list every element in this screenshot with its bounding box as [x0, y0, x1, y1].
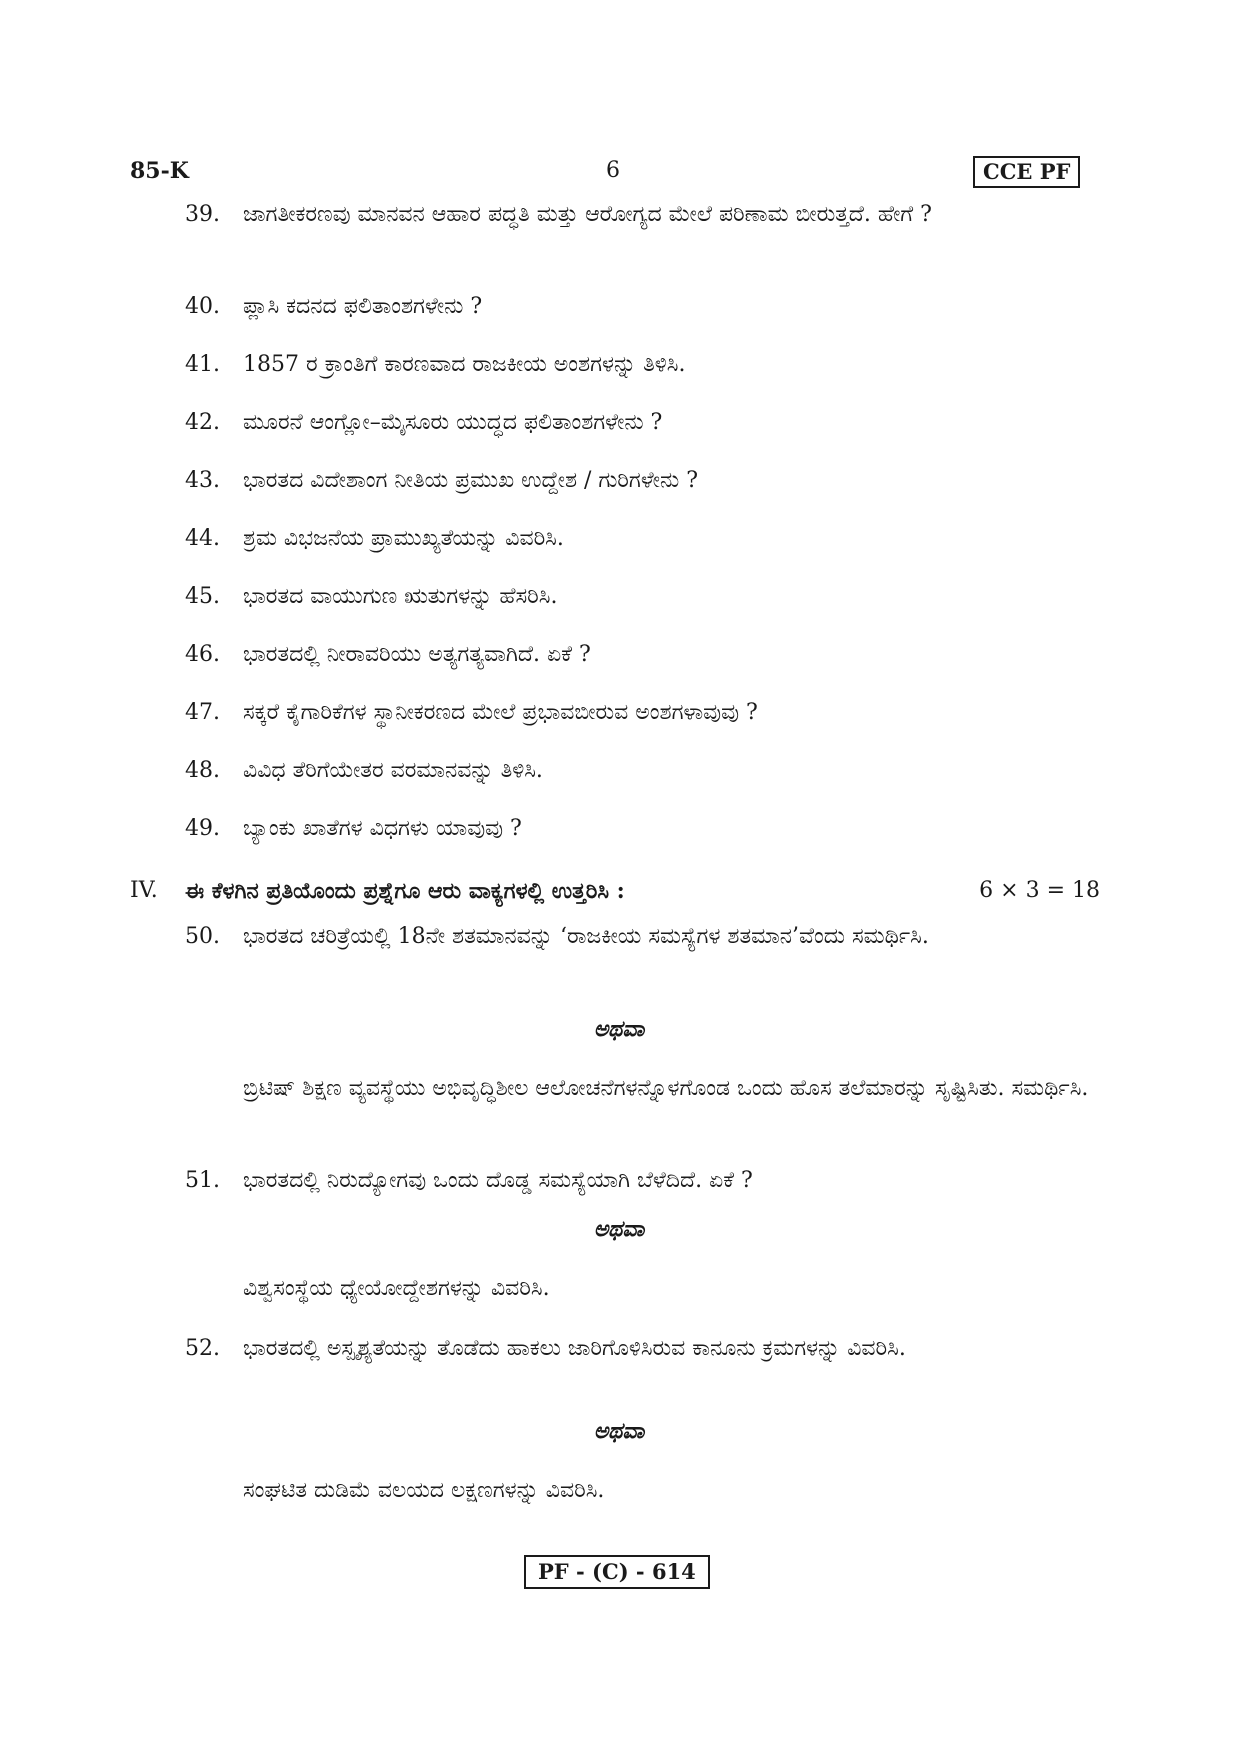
section-marks: 6 × 3 = 18: [979, 878, 1100, 903]
question-42: [185, 404, 1100, 442]
question-text: ಭಾರತದ ಚರಿತ್ರೆಯಲ್ಲಿ 18ನೇ ಶತಮಾನವನ್ನು ‘ರಾಜಕೀಯ ಸಮಸ್ಯೆಗಳ ಶತಮಾನ’ವೆಂದು ಸಮರ್ಥಿಸಿ.: [243, 924, 929, 949]
question-number: 43.: [185, 468, 220, 493]
question-number: 41.: [185, 352, 220, 377]
alternative-question-52: ಸಂಘಟಿತ ದುಡಿಮೆ ವಲಯದ ಲಕ್ಷಣಗಳನ್ನು ವಿವರಿಸಿ.: [243, 1478, 605, 1503]
or-label: ಅಥವಾ: [593, 1216, 645, 1242]
question-text: ವಿವಿಧ ತೆರಿಗೆಯೇತರ ವರಮಾನವನ್ನು ತಿಳಿಸಿ.: [243, 758, 543, 783]
question-text: ಮೂರನೆ ಆಂಗ್ಲೋ–ಮೈಸೂರು ಯುದ್ಧದ ಫಲಿತಾಂಶಗಳೇನು ?: [243, 410, 663, 435]
question-number: 52.: [185, 1336, 220, 1361]
page-number: 6: [606, 158, 620, 183]
question-number: 47.: [185, 700, 220, 725]
question-text: ಭಾರತದಲ್ಲಿ ನೀರಾವರಿಯು ಅತ್ಯಗತ್ಯವಾಗಿದೆ. ಏಕೆ ?: [243, 642, 591, 667]
question-text: ಭಾರತದ ವಾಯುಗುಣ ಋತುಗಳನ್ನು ಹೆಸರಿಸಿ.: [243, 584, 558, 609]
alternative-question-51: ವಿಶ್ವಸಂಸ್ಥೆಯ ಧ್ಯೇಯೋದ್ದೇಶಗಳನ್ನು ವಿವರಿಸಿ.: [243, 1276, 550, 1301]
question-40: [185, 288, 1100, 326]
question-number: 39.: [185, 202, 220, 227]
question-text: ಬ್ಯಾಂಕು ಖಾತೆಗಳ ವಿಧಗಳು ಯಾವುವು ?: [243, 816, 522, 841]
question-43: [185, 462, 1100, 500]
question-text: 1857 ರ ಕ್ರಾಂತಿಗೆ ಕಾರಣವಾದ ರಾಜಕೀಯ ಅಂಶಗಳನ್ನು ತಿಳಿಸಿ.: [243, 352, 686, 377]
question-number: 48.: [185, 758, 220, 783]
question-49: [185, 810, 1100, 848]
question-number: 45.: [185, 584, 220, 609]
question-45: [185, 578, 1100, 616]
question-number: 51.: [185, 1168, 220, 1193]
question-51: [185, 1162, 1100, 1200]
or-label: ಅಥವಾ: [593, 1016, 645, 1042]
question-text: ಪ್ಲಾಸಿ ಕದನದ ಫಲಿತಾಂಶಗಳೇನು ?: [243, 294, 483, 319]
subject-code: 85-K: [130, 158, 189, 184]
question-52: [185, 1330, 1100, 1368]
question-text: ಸಕ್ಕರೆ ಕೈಗಾರಿಕೆಗಳ ಸ್ಥಾನೀಕರಣದ ಮೇಲೆ ಪ್ರಭಾವಬೀರುವ ಅಂಶಗಳಾವುವು ?: [243, 700, 758, 725]
question-number: 44.: [185, 526, 220, 551]
question-text: ಭಾರತದ ವಿದೇಶಾಂಗ ನೀತಿಯ ಪ್ರಮುಖ ಉದ್ದೇಶ / ಗುರಿಗಳೇನು ?: [243, 468, 699, 493]
question-48: [185, 752, 1100, 790]
section-number: IV.: [130, 878, 158, 903]
alternative-question-50: ಬ್ರಿಟಿಷ್ ಶಿಕ್ಷಣ ವ್ಯವಸ್ಥೆಯು ಅಭಿವೃದ್ಧಿಶೀಲ ಆಲೋಚನೆಗಳನ್ನೊಳಗೊಂಡ ಒಂದು ಹೊಸ ತಲೆಮಾರನ್ನು ಸೃಷ್ಟಿಸಿತು. ಸಮರ್ಥಿಸಿ.: [243, 1076, 1089, 1101]
series-badge: CCE PF: [973, 156, 1080, 188]
question-number: 42.: [185, 410, 220, 435]
section-instruction: ಈ ಕೆಳಗಿನ ಪ್ರತಿಯೊಂದು ಪ್ರಶ್ನೆಗೂ ಆರು ವಾಕ್ಯಗಳಲ್ಲಿ ಉತ್ತರಿಸಿ :: [185, 878, 625, 904]
question-39: [185, 196, 1100, 234]
question-text: ಶ್ರಮ ವಿಭಜನೆಯ ಪ್ರಾಮುಖ್ಯತೆಯನ್ನು ವಿವರಿಸಿ.: [243, 526, 564, 551]
question-number: 40.: [185, 294, 220, 319]
question-41: [185, 346, 1100, 384]
question-47: [185, 694, 1100, 732]
question-44: [185, 520, 1100, 558]
question-text: ಭಾರತದಲ್ಲಿ ನಿರುದ್ಯೋಗವು ಒಂದು ದೊಡ್ಡ ಸಮಸ್ಯೆಯಾಗಿ ಬೆಳೆದಿದೆ. ಏಕೆ ?: [243, 1168, 753, 1193]
question-46: [185, 636, 1100, 674]
question-number: 50.: [185, 924, 220, 949]
question-text: ಭಾರತದಲ್ಲಿ ಅಸ್ಪೃಶ್ಯತೆಯನ್ನು ತೊಡೆದು ಹಾಕಲು ಜಾರಿಗೊಳಿಸಿರುವ ಕಾನೂನು ಕ್ರಮಗಳನ್ನು ವಿವರಿಸಿ.: [243, 1336, 906, 1361]
footer-code: PF - (C) - 614: [524, 1555, 710, 1589]
question-text: ಜಾಗತೀಕರಣವು ಮಾನವನ ಆಹಾರ ಪದ್ಧತಿ ಮತ್ತು ಆರೋಗ್ಯದ ಮೇಲೆ ಪರಿಣಾಮ ಬೀರುತ್ತದೆ. ಹೇಗೆ ?: [243, 202, 932, 227]
question-number: 49.: [185, 816, 220, 841]
question-50: [185, 918, 1100, 956]
question-number: 46.: [185, 642, 220, 667]
or-label: ಅಥವಾ: [593, 1418, 645, 1444]
